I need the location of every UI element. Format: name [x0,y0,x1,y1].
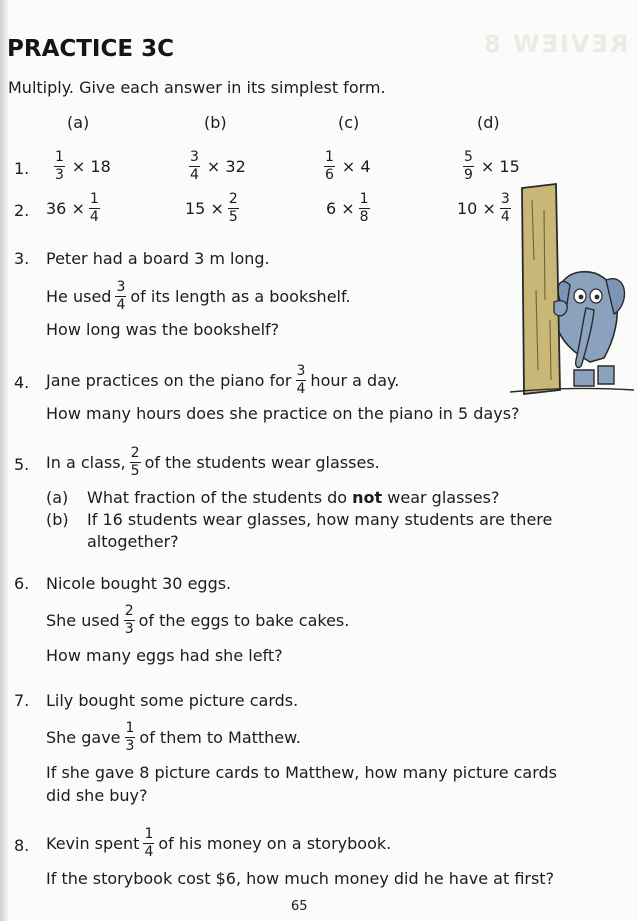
sub-question-label: (b) [46,510,69,529]
question-7-line-1: Lily bought some picture cards. [46,691,299,710]
question-number: 5. [14,455,30,474]
question-8-line-2: If the storybook cost $6, how much money did he have at first? [46,869,555,888]
problem-2d: 10 × $\frac{3}{4}$ [457,191,510,225]
problem-1b: $\frac{3}{4}$ × 32 [190,149,246,183]
question-5a-text: What fraction of the students do not wear glasses? [87,488,500,507]
show-through-text: REVIEW 8 [481,30,628,58]
question-5b-line-1: If 16 students wear glasses, how many students are there [87,510,553,529]
fraction: $\frac{3}{4}$ [116,279,126,313]
problem-2b: 15 × $\frac{2}{5}$ [185,191,238,225]
question-4-line-1: Jane practices on the piano for $\frac{3}{4}$ hour a day. [46,363,400,397]
elephant-behind-plank-illustration [510,180,635,404]
question-6-line-2: She used $\frac{2}{3}$ of the eggs to bake cakes. [46,603,350,637]
page-title: PRACTICE 3C [7,36,174,62]
question-3-line-3: How long was the bookshelf? [46,320,280,339]
fraction: $\frac{3}{4}$ [190,149,199,183]
question-number: 8. [14,836,30,855]
question-4-line-2: How many hours does she practice on the piano in 5 days? [46,404,520,423]
fraction: $\frac{1}{3}$ [55,149,64,183]
fraction: $\frac{1}{4}$ [89,191,99,225]
problem-1d: $\frac{5}{9}$ × 15 [464,149,520,183]
fraction: $\frac{3}{4}$ [500,191,510,225]
question-3-line-1: Peter had a board 3 m long. [46,249,270,268]
column-label-c: (c) [338,113,360,132]
page-gutter-shadow [0,0,8,921]
question-6-line-3: How many eggs had she left? [46,646,283,665]
fraction: $\frac{2}{5}$ [228,191,238,225]
question-8-line-1: Kevin spent $\frac{1}{4}$ of his money on a storybook. [46,826,392,860]
fraction: $\frac{1}{4}$ [144,826,154,860]
question-number: 4. [14,373,30,392]
question-7-line-2: She gave $\frac{1}{3}$ of them to Matthew. [46,720,301,754]
fraction: $\frac{2}{3}$ [124,603,134,637]
column-label-a: (a) [67,113,90,132]
fraction: $\frac{5}{9}$ [464,149,473,183]
problem-2c: 6 × $\frac{1}{8}$ [326,191,369,225]
sub-question-label: (a) [46,488,69,507]
problem-2a: 36 × $\frac{1}{4}$ [46,191,99,225]
fraction: $\frac{3}{4}$ [296,363,306,397]
column-label-b: (b) [204,113,227,132]
question-number: 6. [14,574,30,593]
row-number: 1. [14,159,30,178]
fraction: $\frac{2}{5}$ [130,445,140,479]
problem-1c: $\frac{1}{6}$ × 4 [325,149,371,183]
fraction: $\frac{1}{6}$ [325,149,334,183]
question-5b-line-2: altogether? [87,532,179,551]
question-number: 3. [14,249,30,268]
problem-1a: $\frac{1}{3}$ × 18 [55,149,111,183]
page-number: 65 [291,899,308,914]
fraction: $\frac{1}{3}$ [125,720,135,754]
question-number: 7. [14,691,30,710]
column-label-d: (d) [477,113,500,132]
question-3-line-2: He used $\frac{3}{4}$ of its length as a bookshelf. [46,279,351,313]
fraction: $\frac{1}{8}$ [359,191,369,225]
row-number: 2. [14,201,30,220]
question-5-line-1: In a class, $\frac{2}{5}$ of the students wear glasses. [46,445,380,479]
instruction: Multiply. Give each answer in its simplest form. [8,78,386,97]
question-7-line-3: If she gave 8 picture cards to Matthew, how many picture cards [46,763,558,782]
question-6-line-1: Nicole bought 30 eggs. [46,574,232,593]
question-7-line-4: did she buy? [46,786,148,805]
